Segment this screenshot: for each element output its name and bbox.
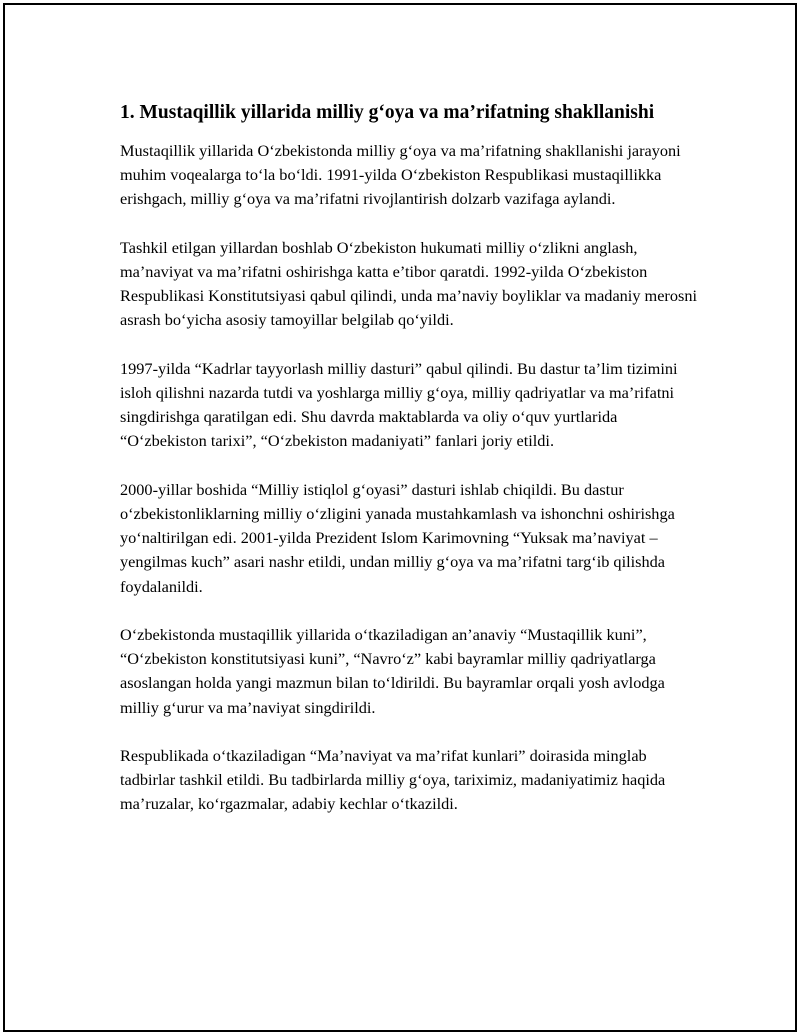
document-body [120, 100, 700, 841]
paragraph-independence: Mustaqillik yillarida O‘zbekistonda milliy g‘oya va ma’rifatning shakllanishi jarayoni muhim voqealarga to‘la bo‘ldi. 1991-yilda O‘zbekiston Respublikasi mustaqillikka erishgach, milliy g‘oya va ma’rifatni rivojlantirish dolzarb vazifaga aylandi. [120, 141, 681, 209]
paragraph-education-program: 1997-yilda “Kadrlar tayyorlash milliy dasturi” qabul qilindi. Bu dastur ta’lim tizimini isloh qilishni nazarda tutdi va yoshlarga milliy g‘oya, milliy qadriyatlar va ma’rifatni singdirishga qaratilgan edi. Shu davrda maktablarda va oliy o‘quv yurtlarida “O‘zbekiston tarixi”, “O‘zbekiston madaniyati” fanlari joriy etildi. [120, 358, 678, 451]
paragraph-constitution: Tashkil etilgan yillardan boshlab O‘zbekiston hukumati milliy o‘zlikni anglash, ma’naviyat va ma’rifatni oshirishga katta e’tibor qaratdi. 1992-yilda O‘zbekiston Respublikasi Konstitutsiyasi qabul qilindi, unda ma’naviy boyliklar va madaniy merosni asrash bo‘yicha asosiy tamoyillar belgilab qo‘yildi. [120, 237, 697, 330]
page-frame [3, 3, 797, 1032]
paragraph-holidays: O‘zbekistonda mustaqillik yillarida o‘tkaziladigan an’anaviy “Mustaqillik kuni”, “O‘zbekiston konstitutsiyasi kuni”, “Navro‘z” kabi bayramlar milliy qadriyatlarga asoslangan holda yangi mazmun bilan to‘ldirildi. Bu bayramlar orqali yosh avlodga milliy g‘urur va ma’naviyat singdirildi. [120, 625, 665, 717]
section-heading: 1. Mustaqillik yillarida milliy g‘oya va ma’rifatning shakllanishi [120, 102, 655, 123]
paragraph-national-idea: 2000-yillar boshida “Milliy istiqlol g‘oyasi” dasturi ishlab chiqildi. Bu dastur o‘zbekistonliklarning milliy o‘zligini yanada mustahkamlash va ishonchni oshirishga yo‘naltirilgan edi. 2001-yilda Prezident Islom Karimovning “Yuksak ma’naviyat – yengilmas kuch” asari nashr etildi, undan milliy g‘oya va ma’rifatni targ‘ib qilishda foydalanildi. [120, 479, 675, 596]
paragraph-enlightenment-days: Respublikada o‘tkaziladigan “Ma’naviyat va ma’rifat kunlari” doirasida minglab tadbirlar tashkil etildi. Bu tadbirlarda milliy g‘oya, tariximiz, madaniyatimiz haqida ma’ruzalar, ko‘rgazmalar, adabiy kechlar o‘tkazildi. [120, 746, 666, 814]
